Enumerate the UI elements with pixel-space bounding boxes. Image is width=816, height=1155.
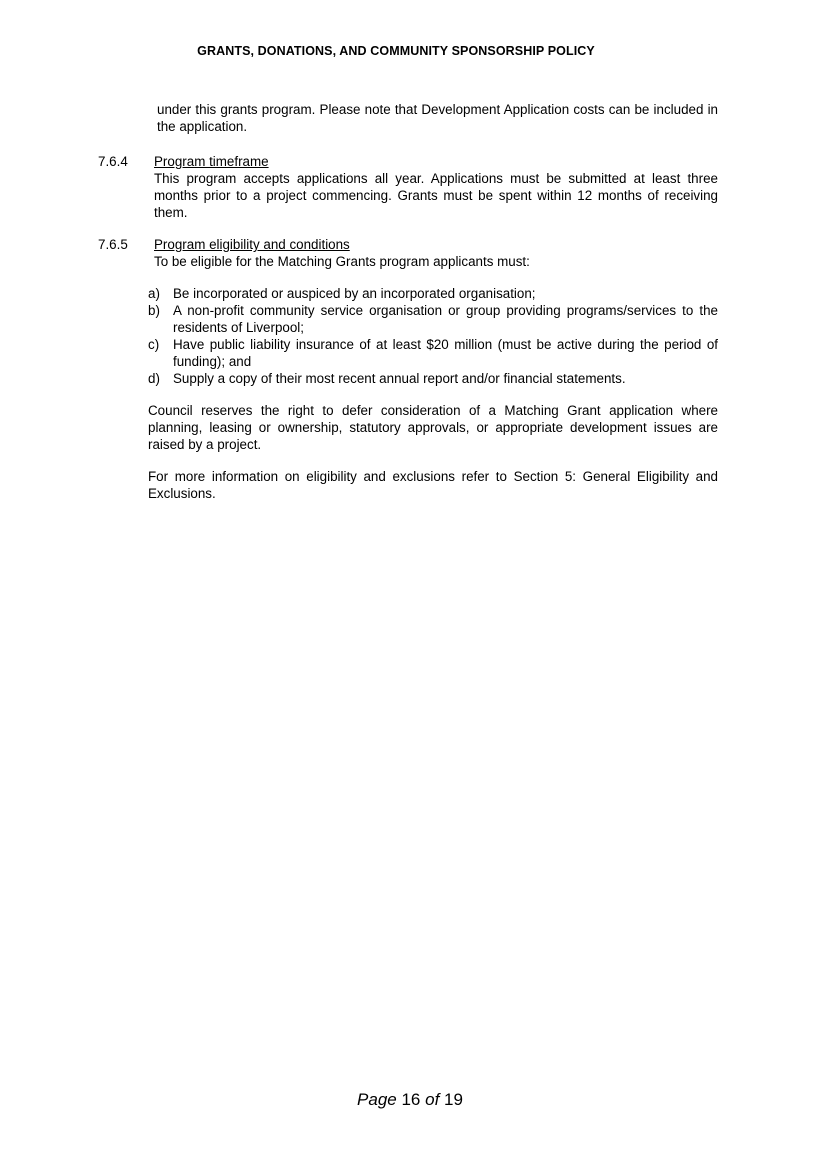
section-body: This program accepts applications all year. Applications must be submitted at least three months prior to a project commencing. Grants must be spent within 12 months of receiving them. xyxy=(154,171,718,220)
section-title: Program eligibility and conditions xyxy=(154,237,350,252)
list-item-text: A non-profit community service organisation or group providing programs/services to the residents of Liverpool; xyxy=(173,303,718,335)
section-body: To be eligible for the Matching Grants program applicants must: xyxy=(154,254,530,269)
page-header: GRANTS, DONATIONS, AND COMMUNITY SPONSORSHIP POLICY xyxy=(197,44,595,58)
total-pages: 19 xyxy=(444,1090,463,1109)
section-number: 7.6.5 xyxy=(98,237,128,252)
list-item xyxy=(148,336,718,370)
eligibility-list xyxy=(148,285,718,387)
list-marker: b) xyxy=(148,303,160,318)
page-footer xyxy=(0,1090,816,1110)
council-note-paragraph: Council reserves the right to defer consideration of a Matching Grant application where planning, leasing or ownership, statutory approvals, or appropriate development issues are raised by a project. xyxy=(148,403,718,452)
continuation-paragraph: under this grants program. Please note that Development Application costs can be included in the application. xyxy=(157,102,718,134)
list-marker: c) xyxy=(148,337,160,352)
list-item xyxy=(148,370,718,387)
list-item xyxy=(148,302,718,336)
section-content xyxy=(154,153,718,221)
more-info-paragraph: For more information on eligibility and exclusions refer to Section 5: General Eligibility and Exclusions. xyxy=(148,469,718,501)
page-number: 16 xyxy=(401,1090,421,1109)
section-number: 7.6.4 xyxy=(98,154,128,169)
section-title: Program timeframe xyxy=(154,154,269,169)
list-item-text: Be incorporated or auspiced by an incorporated organisation; xyxy=(173,286,536,301)
page-word: Page xyxy=(357,1090,397,1109)
list-item xyxy=(148,285,718,302)
list-marker: d) xyxy=(148,371,160,386)
of-word: of xyxy=(425,1090,440,1109)
section-content xyxy=(154,236,718,270)
list-marker: a) xyxy=(148,286,160,301)
list-item-text: Have public liability insurance of at least $20 million (must be active during the period of funding); and xyxy=(173,337,718,369)
list-item-text: Supply a copy of their most recent annual report and/or financial statements. xyxy=(173,371,626,386)
